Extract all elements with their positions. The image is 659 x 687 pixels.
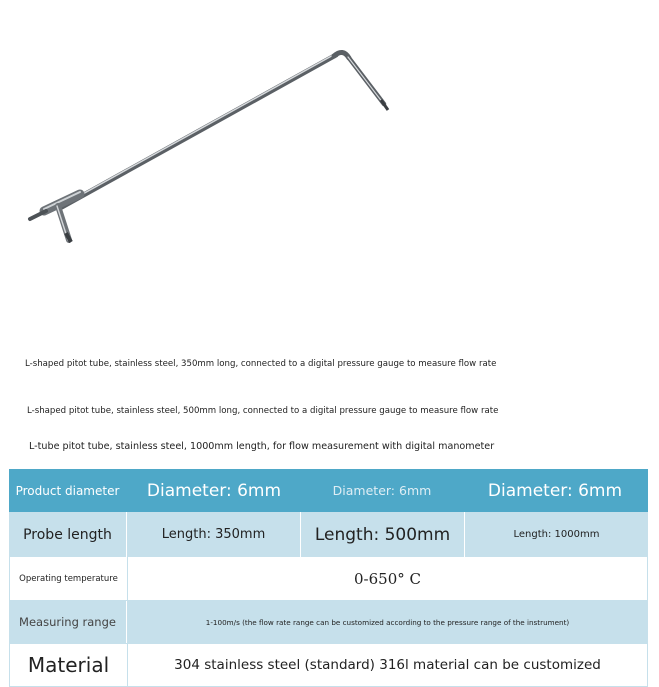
label-operating-temperature: Operating temperature <box>10 557 127 600</box>
caption-500mm: L-shaped pitot tube, stainless steel, 500mm long, connected to a digital pressure gauge to measure flow rate <box>27 406 499 416</box>
specification-table <box>9 469 648 687</box>
value-material: 304 stainless steel (standard) 316l material can be customized <box>127 644 647 686</box>
row-measuring-range <box>9 601 648 644</box>
label-material: Material <box>27 653 110 677</box>
row-material <box>9 643 648 687</box>
pitot-tube-product-photo <box>0 0 659 340</box>
caption-350mm: L-shaped pitot tube, stainless steel, 350mm long, connected to a digital pressure gauge to measure flow rate <box>25 359 497 369</box>
value-length-1000: Length: 1000mm <box>464 512 648 557</box>
value-measuring-range: 1-100m/s (the flow rate range can be customized according to the pressure range of the instrument) <box>126 601 648 643</box>
row-operating-temperature <box>9 557 648 601</box>
caption-1000mm: L-tube pitot tube, stainless steel, 1000mm length, for flow measurement with digital manometer <box>29 441 495 452</box>
label-measuring-range: Measuring range <box>19 615 116 629</box>
value-operating-temperature: 0-650° C <box>127 557 647 600</box>
row-product-diameter <box>9 469 648 513</box>
value-diameter-500: Diameter: 6mm <box>332 483 432 498</box>
value-length-350: Length: 350mm <box>126 512 300 557</box>
row-probe-length <box>9 512 648 558</box>
label-product-diameter: Product diameter <box>15 483 120 498</box>
value-diameter-350: Diameter: 6mm <box>146 480 282 501</box>
value-diameter-1000: Diameter: 6mm <box>487 480 623 501</box>
label-probe-length: Probe length <box>23 526 112 543</box>
value-length-500: Length: 500mm <box>300 512 464 557</box>
